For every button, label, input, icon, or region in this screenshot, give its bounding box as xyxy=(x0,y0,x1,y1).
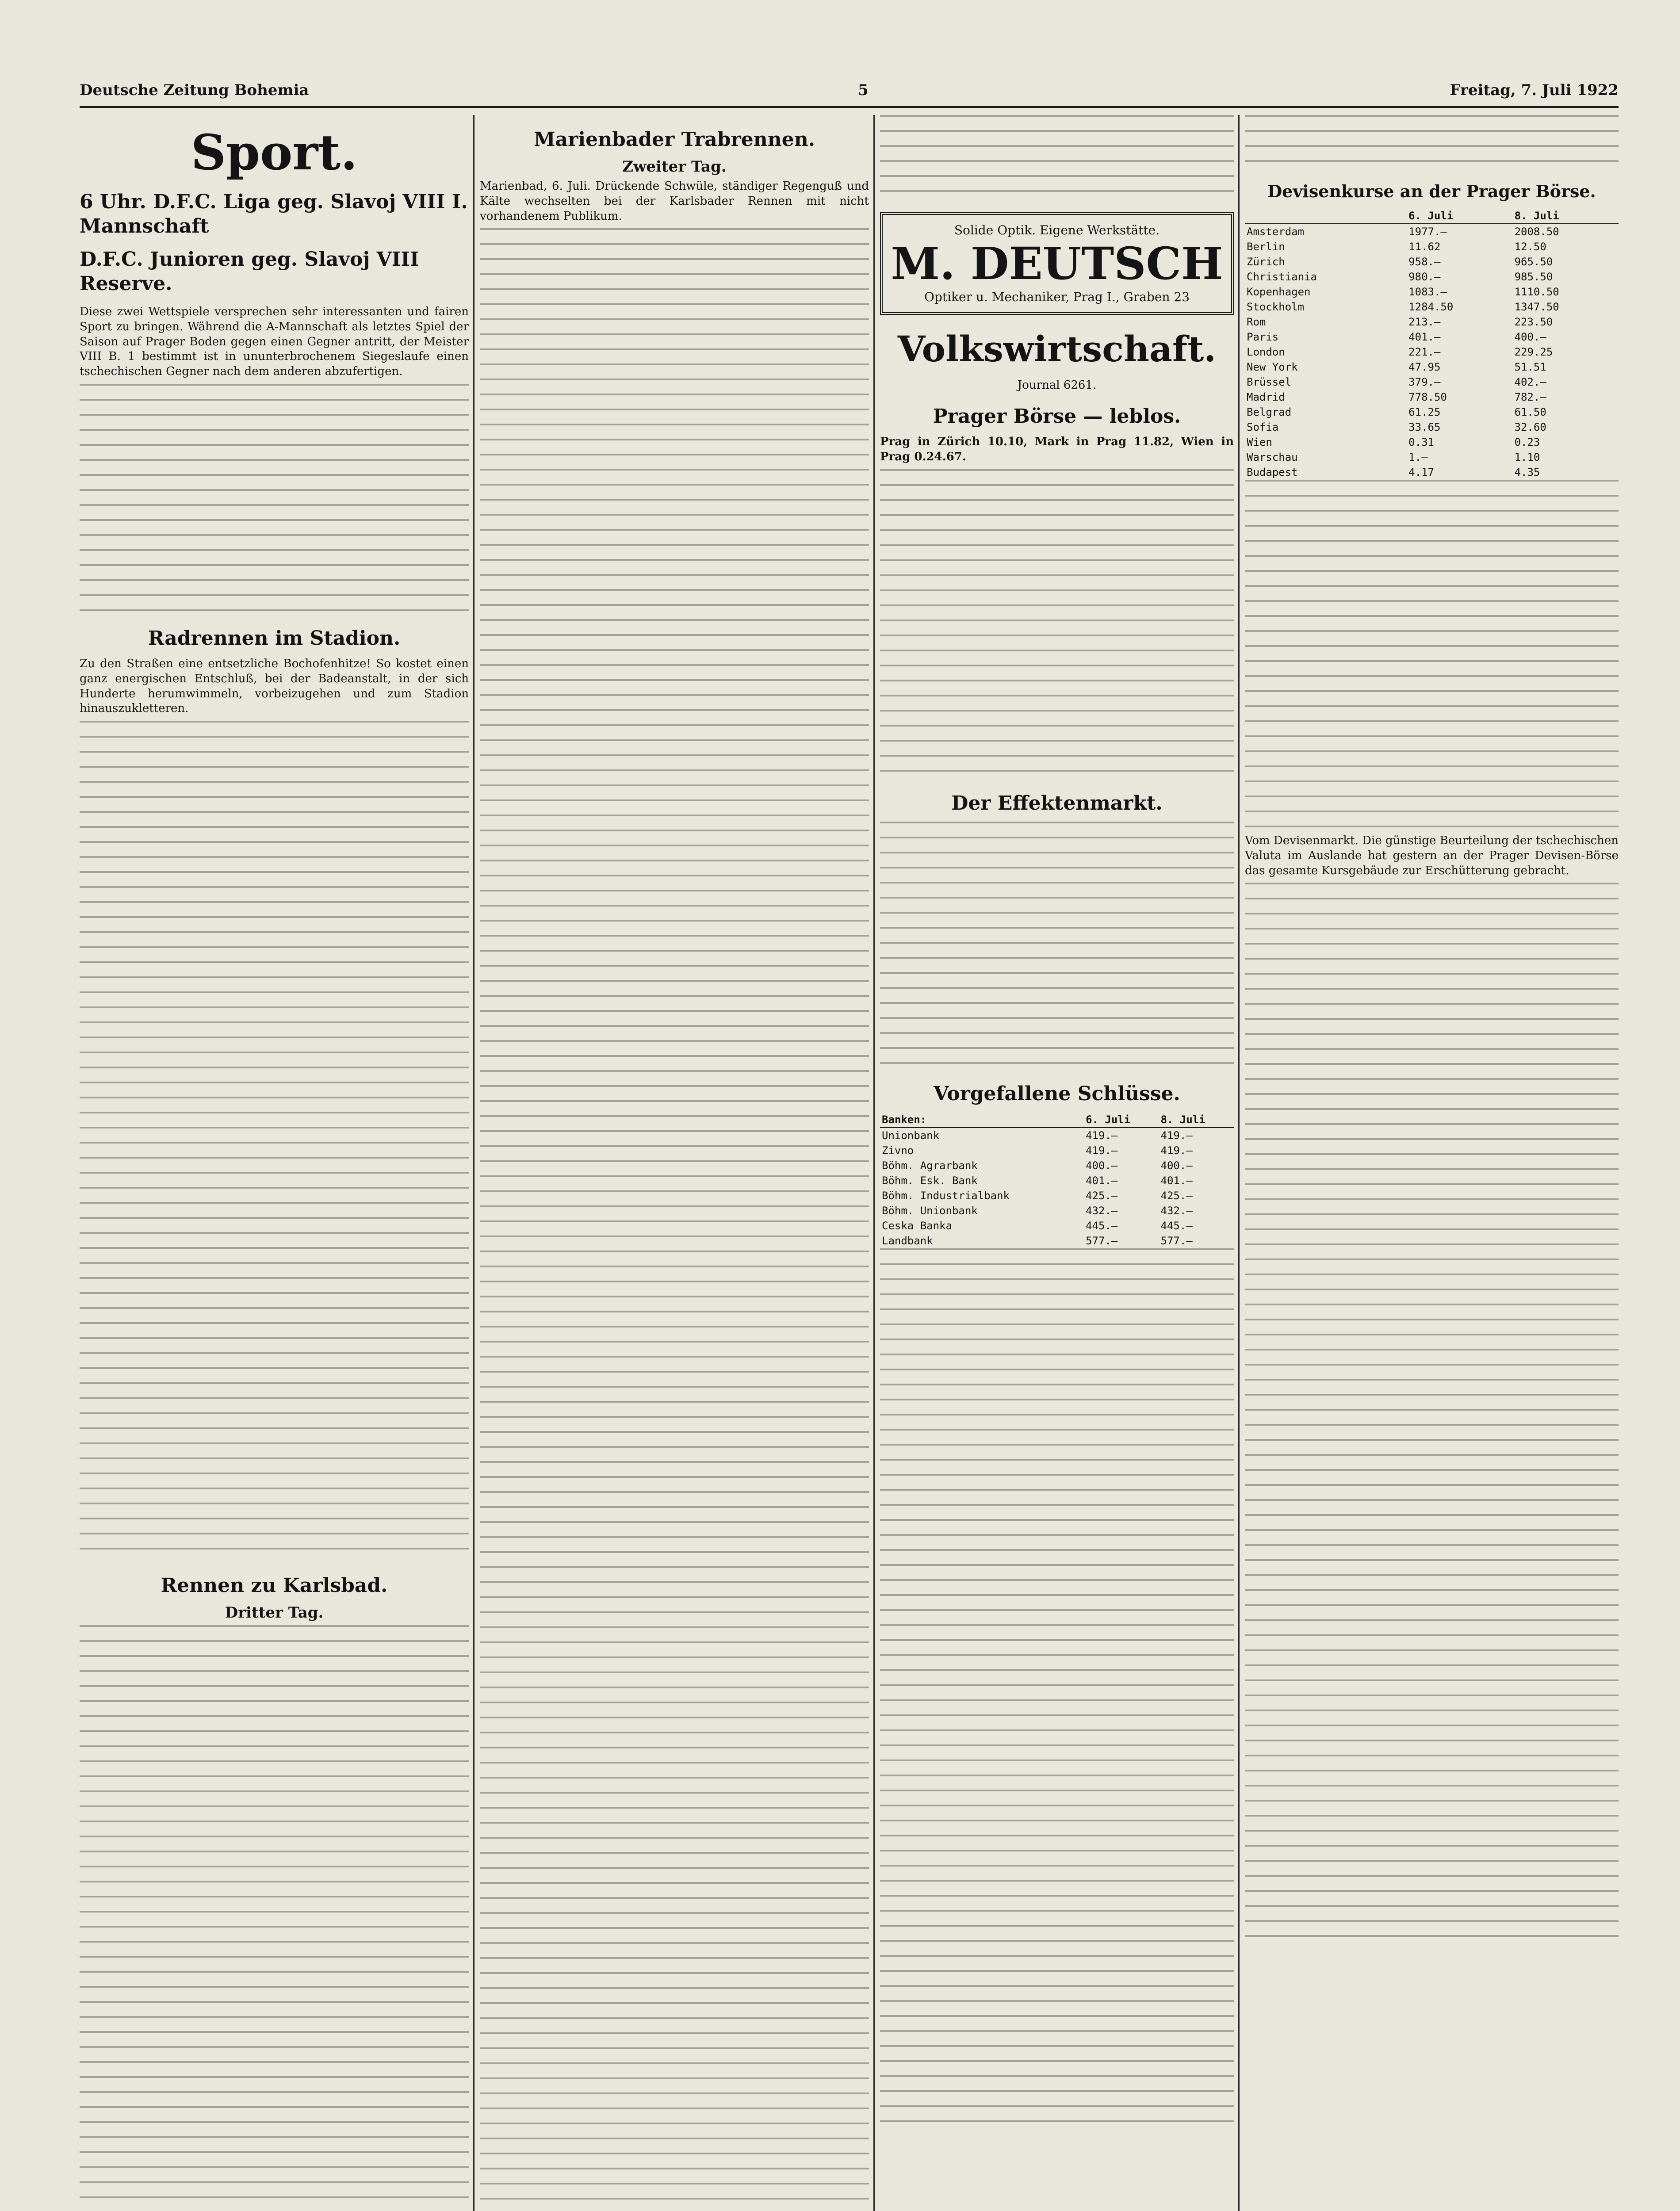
column-rule xyxy=(873,115,875,2211)
table-cell: 401.— xyxy=(1086,1174,1118,1187)
table-cell: 1284.50 xyxy=(1408,301,1454,313)
column-devisen xyxy=(1245,115,1619,2211)
table-row xyxy=(1245,269,1619,284)
table-row xyxy=(1245,284,1619,299)
table-cell: 12.50 xyxy=(1514,241,1546,253)
article-body-marienbad: Marienbad, 6. Juli. Drückende Schwüle, ständiger Regenguß und Kälte wechselten bei der Karlsbader Rennen mit nicht vorhandenem Publikum. xyxy=(480,180,869,223)
issue-date: Freitag, 7. Juli 1922 xyxy=(1450,81,1619,99)
table-header-cell: 8. Juli xyxy=(1513,208,1619,224)
table-cell: 1110.50 xyxy=(1514,286,1559,298)
table-cell: 432.— xyxy=(1086,1204,1118,1217)
table-cell: 965.50 xyxy=(1514,256,1553,268)
article-title-karlsbad: Rennen zu Karlsbad. xyxy=(161,1574,388,1597)
article-subtitle-marienbad: Zweiter Tag. xyxy=(622,158,727,176)
table-row xyxy=(880,1188,1234,1203)
table-row xyxy=(1245,405,1619,420)
article-title-effekten: Der Effektenmarkt. xyxy=(951,792,1163,815)
table-row xyxy=(1245,299,1619,314)
newspaper-name: Deutsche Zeitung Bohemia xyxy=(80,81,309,99)
table-cell: Warschau xyxy=(1247,451,1298,463)
table-row xyxy=(880,1233,1234,1248)
table-row xyxy=(880,1158,1234,1173)
table-cell: 229.25 xyxy=(1514,346,1553,358)
table-cell: 419.— xyxy=(1160,1144,1193,1157)
column-rule xyxy=(1238,115,1240,2211)
table-cell: 1.10 xyxy=(1514,451,1540,463)
table-cell: Sofia xyxy=(1247,421,1279,433)
article-lead-boerse: Prag in Zürich 10.10, Mark in Prag 11.82, Wien in Prag 0.24.67. xyxy=(880,435,1234,463)
table-cell: Landbank xyxy=(882,1234,933,1247)
ad-tagline: Solide Optik. Eigene Werkstätte. xyxy=(954,223,1160,237)
table-cell: 425.— xyxy=(1086,1189,1118,1202)
column-rule xyxy=(473,115,475,2211)
table-cell: 61.50 xyxy=(1514,406,1546,418)
article-body-radrennen: Zu den Straßen eine entsetzliche Bochofenhitze! So kostet einen ganz energischen Entschluß, bei der Badeanstalt, in der sich Hunderte herumwimmeln, vorbeizugehen und zum Stadion hinauszukletteren. xyxy=(80,657,469,715)
table-row xyxy=(880,1218,1234,1233)
table-cell: 401.— xyxy=(1408,331,1441,343)
article-text-block xyxy=(80,1625,469,2200)
table-cell: 402.— xyxy=(1514,376,1546,388)
table-cell: Berlin xyxy=(1247,241,1285,253)
section-subtitle: Journal 6261. xyxy=(1017,379,1097,392)
article-text-block xyxy=(80,721,469,1561)
table-cell: 1083.— xyxy=(1408,286,1447,298)
table-cell: Ceska Banka xyxy=(882,1219,952,1232)
article-text-block xyxy=(880,822,1234,1069)
table-cell: 419.— xyxy=(1160,1129,1193,1142)
table-cell: 980.— xyxy=(1408,271,1441,283)
table-cell: Stockholm xyxy=(1247,301,1305,313)
article-title-marienbad: Marienbader Trabrennen. xyxy=(533,128,815,151)
ad-company-name: M. DEUTSCH xyxy=(891,237,1223,290)
table-cell: Paris xyxy=(1247,331,1279,343)
article-text-block xyxy=(880,469,1234,779)
article-title-radrennen: Radrennen im Stadion. xyxy=(148,627,401,650)
stock-table xyxy=(880,1112,1234,1248)
table-cell: 445.— xyxy=(1086,1219,1118,1232)
table-cell: 782.— xyxy=(1514,391,1546,403)
table-title-devisen: Devisenkurse an der Prager Börse. xyxy=(1267,181,1596,201)
table-cell: Rom xyxy=(1247,316,1266,328)
table-cell: 33.65 xyxy=(1408,421,1441,433)
match-notice-2: D.F.C. Junioren geg. Slavoj VIII Reserve. xyxy=(80,248,419,295)
table-row xyxy=(1245,390,1619,405)
column-economy xyxy=(880,115,1234,2211)
table-cell: 51.51 xyxy=(1514,361,1546,373)
table-row xyxy=(1245,450,1619,465)
table-cell: 577.— xyxy=(1086,1234,1118,1247)
ad-address: Optiker u. Mechaniker, Prag I., Graben 23 xyxy=(924,290,1190,304)
table-cell: Amsterdam xyxy=(1247,226,1305,238)
table-continuation xyxy=(880,1248,1234,2133)
table-continuation xyxy=(1245,480,1619,834)
match-notice: 6 Uhr. D.F.C. Liga geg. Slavoj VIII I. Mannschaft xyxy=(80,191,468,237)
article-text-block xyxy=(80,384,469,614)
table-cell: 958.— xyxy=(1408,256,1441,268)
table-row xyxy=(880,1203,1234,1218)
table-cell: 2008.50 xyxy=(1514,226,1559,238)
table-cell: 419.— xyxy=(1086,1129,1118,1142)
table-cell: 47.95 xyxy=(1408,361,1441,373)
article-text-block xyxy=(480,228,869,2211)
article-title-boerse: Prager Börse — leblos. xyxy=(933,405,1181,428)
table-row xyxy=(1245,224,1619,239)
table-cell: 778.50 xyxy=(1408,391,1447,403)
table-row xyxy=(1245,254,1619,269)
table-cell: 1347.50 xyxy=(1514,301,1559,313)
section-title-sport: Sport. xyxy=(191,124,358,181)
table-row xyxy=(880,1143,1234,1158)
article-intro: Diese zwei Wettspiele versprechen sehr interessanten und fairen Sport zu bringen. Während die A-Mannschaft als letztes Spiel der Saison auf Prager Boden gegen einen Gegner antritt, der Meister VIII B. 1 bestimmt ist in ununterbrochenem Siegeslaufe einen tschechischen Gegner nach dem anderen abzufertigen. xyxy=(80,305,469,379)
table-cell: Böhm. Esk. Bank xyxy=(882,1174,978,1187)
table-cell: Zürich xyxy=(1247,256,1285,268)
table-header-cell: 6. Juli xyxy=(1084,1112,1159,1128)
table-cell: Madrid xyxy=(1247,391,1285,403)
table-row xyxy=(1245,239,1619,254)
table-row xyxy=(1245,435,1619,450)
table-cell: 4.17 xyxy=(1408,466,1434,478)
table-cell: Wien xyxy=(1247,436,1272,448)
table-cell: 0.31 xyxy=(1408,436,1434,448)
table-cell: 400.— xyxy=(1160,1159,1193,1172)
table-cell: Kopenhagen xyxy=(1247,286,1311,298)
table-cell: 1977.— xyxy=(1408,226,1447,238)
table-cell: 4.35 xyxy=(1514,466,1540,478)
table-row xyxy=(1245,360,1619,375)
table-cell: Belgrad xyxy=(1247,406,1292,418)
table-cell: 61.25 xyxy=(1408,406,1441,418)
article-subtitle-karlsbad: Dritter Tag. xyxy=(225,1604,324,1622)
page-number: 5 xyxy=(858,81,869,99)
table-row xyxy=(1245,375,1619,390)
table-row xyxy=(1245,314,1619,329)
section-title-economy: Volkswirtschaft. xyxy=(897,328,1217,370)
table-cell: 221.— xyxy=(1408,346,1441,358)
table-cell: 445.— xyxy=(1160,1219,1193,1232)
article-text-block xyxy=(880,115,1234,203)
currency-table xyxy=(1245,208,1619,480)
table-title-schluesse: Vorgefallene Schlüsse. xyxy=(934,1082,1180,1105)
table-row xyxy=(880,1128,1234,1143)
table-cell: Böhm. Agrarbank xyxy=(882,1159,978,1172)
table-cell: Zivno xyxy=(882,1144,914,1157)
table-header-cell: Banken: xyxy=(880,1112,1084,1128)
table-row xyxy=(1245,420,1619,435)
table-cell: Unionbank xyxy=(882,1129,940,1142)
table-cell: 400.— xyxy=(1514,331,1546,343)
table-row xyxy=(1245,344,1619,360)
table-cell: 400.— xyxy=(1086,1159,1118,1172)
table-cell: 11.62 xyxy=(1408,241,1441,253)
table-cell: Budapest xyxy=(1247,466,1298,478)
column-sport xyxy=(80,115,469,2211)
table-row xyxy=(880,1173,1234,1188)
table-cell: 213.— xyxy=(1408,316,1441,328)
table-header-cell: 6. Juli xyxy=(1407,208,1512,224)
table-row xyxy=(1245,465,1619,480)
table-cell: Böhm. Industrialbank xyxy=(882,1189,1010,1202)
advertisement-deutsch xyxy=(880,212,1234,315)
table-cell: 577.— xyxy=(1160,1234,1193,1247)
table-cell: 419.— xyxy=(1086,1144,1118,1157)
article-text-block xyxy=(1245,115,1619,168)
table-cell: Brüssel xyxy=(1247,376,1292,388)
column-marienbad xyxy=(480,115,869,2211)
table-cell: 425.— xyxy=(1160,1189,1193,1202)
table-cell: Böhm. Unionbank xyxy=(882,1204,978,1217)
article-body-devisen: Vom Devisenmarkt. Die günstige Beurteilung der tschechischen Valuta im Auslande hat gestern an der Prager Devisen-Börse das gesamte Kursgebäude zur Erschütterung gebracht. xyxy=(1245,834,1619,877)
table-cell: 223.50 xyxy=(1514,316,1553,328)
article-text-block xyxy=(1245,883,1619,1944)
table-cell: 401.— xyxy=(1160,1174,1193,1187)
table-cell: 379.— xyxy=(1408,376,1441,388)
table-header-cell: 8. Juli xyxy=(1159,1112,1234,1128)
table-header-cell xyxy=(1245,208,1407,224)
table-cell: 0.23 xyxy=(1514,436,1540,448)
table-cell: 985.50 xyxy=(1514,271,1553,283)
table-row xyxy=(1245,329,1619,344)
table-cell: Christiania xyxy=(1247,271,1317,283)
page-header xyxy=(80,75,1619,108)
table-cell: New York xyxy=(1247,361,1298,373)
table-cell: 32.60 xyxy=(1514,421,1546,433)
table-cell: London xyxy=(1247,346,1285,358)
table-cell: 1.— xyxy=(1408,451,1428,463)
table-cell: 432.— xyxy=(1160,1204,1193,1217)
